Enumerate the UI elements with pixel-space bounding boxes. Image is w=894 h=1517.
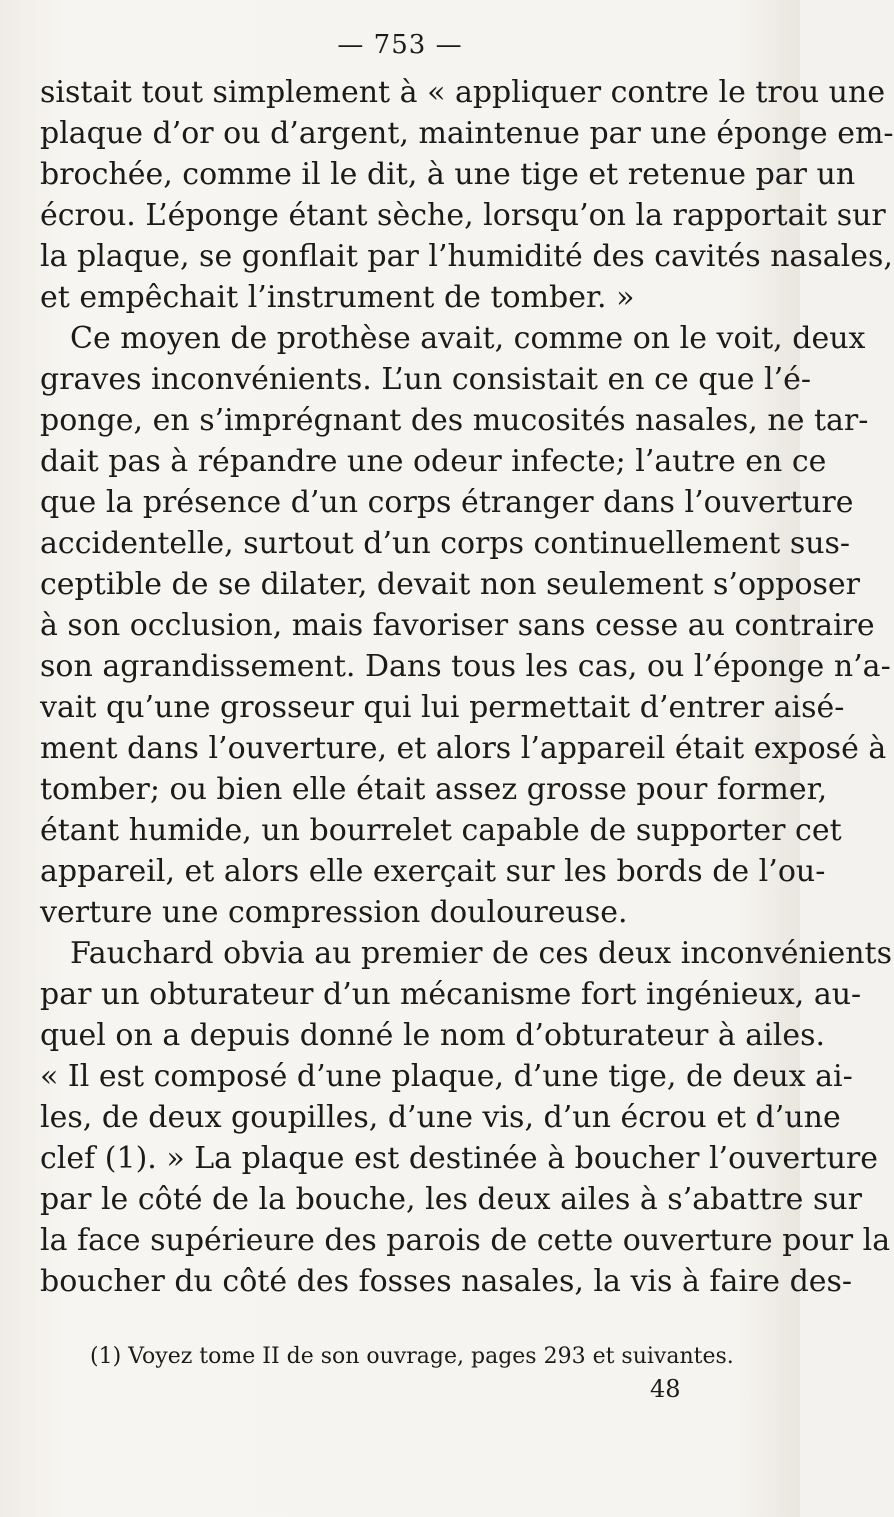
text-line: graves inconvénients. L’un consistait en ce que l’é- — [40, 362, 812, 397]
text-line: quel on a depuis donné le nom d’obturateur à ailes. — [40, 1018, 826, 1053]
text-line: ceptible de se dilater, devait non seulement s’opposer — [40, 567, 860, 602]
text-line: plaque d’or ou d’argent, maintenue par une éponge em- — [40, 116, 894, 151]
page-number-header: — 753 — — [337, 30, 463, 60]
footnote: (1) Voyez tome II de son ouvrage, pages 293 et suivantes. — [90, 1344, 734, 1369]
text-line: ment dans l’ouverture, et alors l’appareil était exposé à — [40, 731, 887, 766]
printer-signature-mark: 48 — [650, 1375, 681, 1403]
text-line: la face supérieure des parois de cette ouverture pour la — [40, 1223, 891, 1258]
text-line: accidentelle, surtout d’un corps continuellement sus- — [40, 526, 851, 561]
text-line: sistait tout simplement à « appliquer contre le trou une — [40, 75, 886, 110]
text-line: par le côté de la bouche, les deux ailes à s’abattre sur — [40, 1182, 863, 1217]
text-line: brochée, comme il le dit, à une tige et retenue par un — [40, 157, 856, 192]
text-line: appareil, et alors elle exerçait sur les bords de l’ou- — [40, 854, 826, 889]
text-line: par un obturateur d’un mécanisme fort ingénieux, au- — [40, 977, 862, 1012]
text-line: boucher du côté des fosses nasales, la vis à faire des- — [40, 1264, 853, 1299]
text-line: vait qu’une grosseur qui lui permettait d’entrer aisé- — [40, 690, 845, 725]
body-text — [40, 72, 894, 1302]
text-line: clef (1). » La plaque est destinée à boucher l’ouverture — [40, 1141, 878, 1176]
text-line: que la présence d’un corps étranger dans l’ouverture — [40, 485, 854, 520]
text-line: à son occlusion, mais favoriser sans cesse au contraire — [40, 608, 875, 643]
text-line: la plaque, se gonflait par l’humidité des cavités nasales, — [40, 239, 893, 274]
text-line: verture une compression douloureuse. — [40, 895, 628, 930]
text-line: ponge, en s’imprégnant des mucosités nasales, ne tar- — [40, 403, 869, 438]
text-line: écrou. L’éponge étant sèche, lorsqu’on la rapportait sur — [40, 198, 886, 233]
text-line: son agrandissement. Dans tous les cas, ou l’éponge n’a- — [40, 649, 891, 684]
text-line: Fauchard obvia au premier de ces deux inconvénients — [70, 936, 892, 971]
text-line: Ce moyen de prothèse avait, comme on le voit, deux — [70, 321, 866, 356]
text-line: les, de deux goupilles, d’une vis, d’un écrou et d’une — [40, 1100, 841, 1135]
text-line: tomber; ou bien elle était assez grosse pour former, — [40, 772, 828, 807]
text-line: dait pas à répandre une odeur infecte; l’autre en ce — [40, 444, 827, 479]
text-line: « Il est composé d’une plaque, d’une tige, de deux ai- — [40, 1059, 853, 1094]
text-line: et empêchait l’instrument de tomber. » — [40, 280, 635, 315]
text-line: étant humide, un bourrelet capable de supporter cet — [40, 813, 842, 848]
